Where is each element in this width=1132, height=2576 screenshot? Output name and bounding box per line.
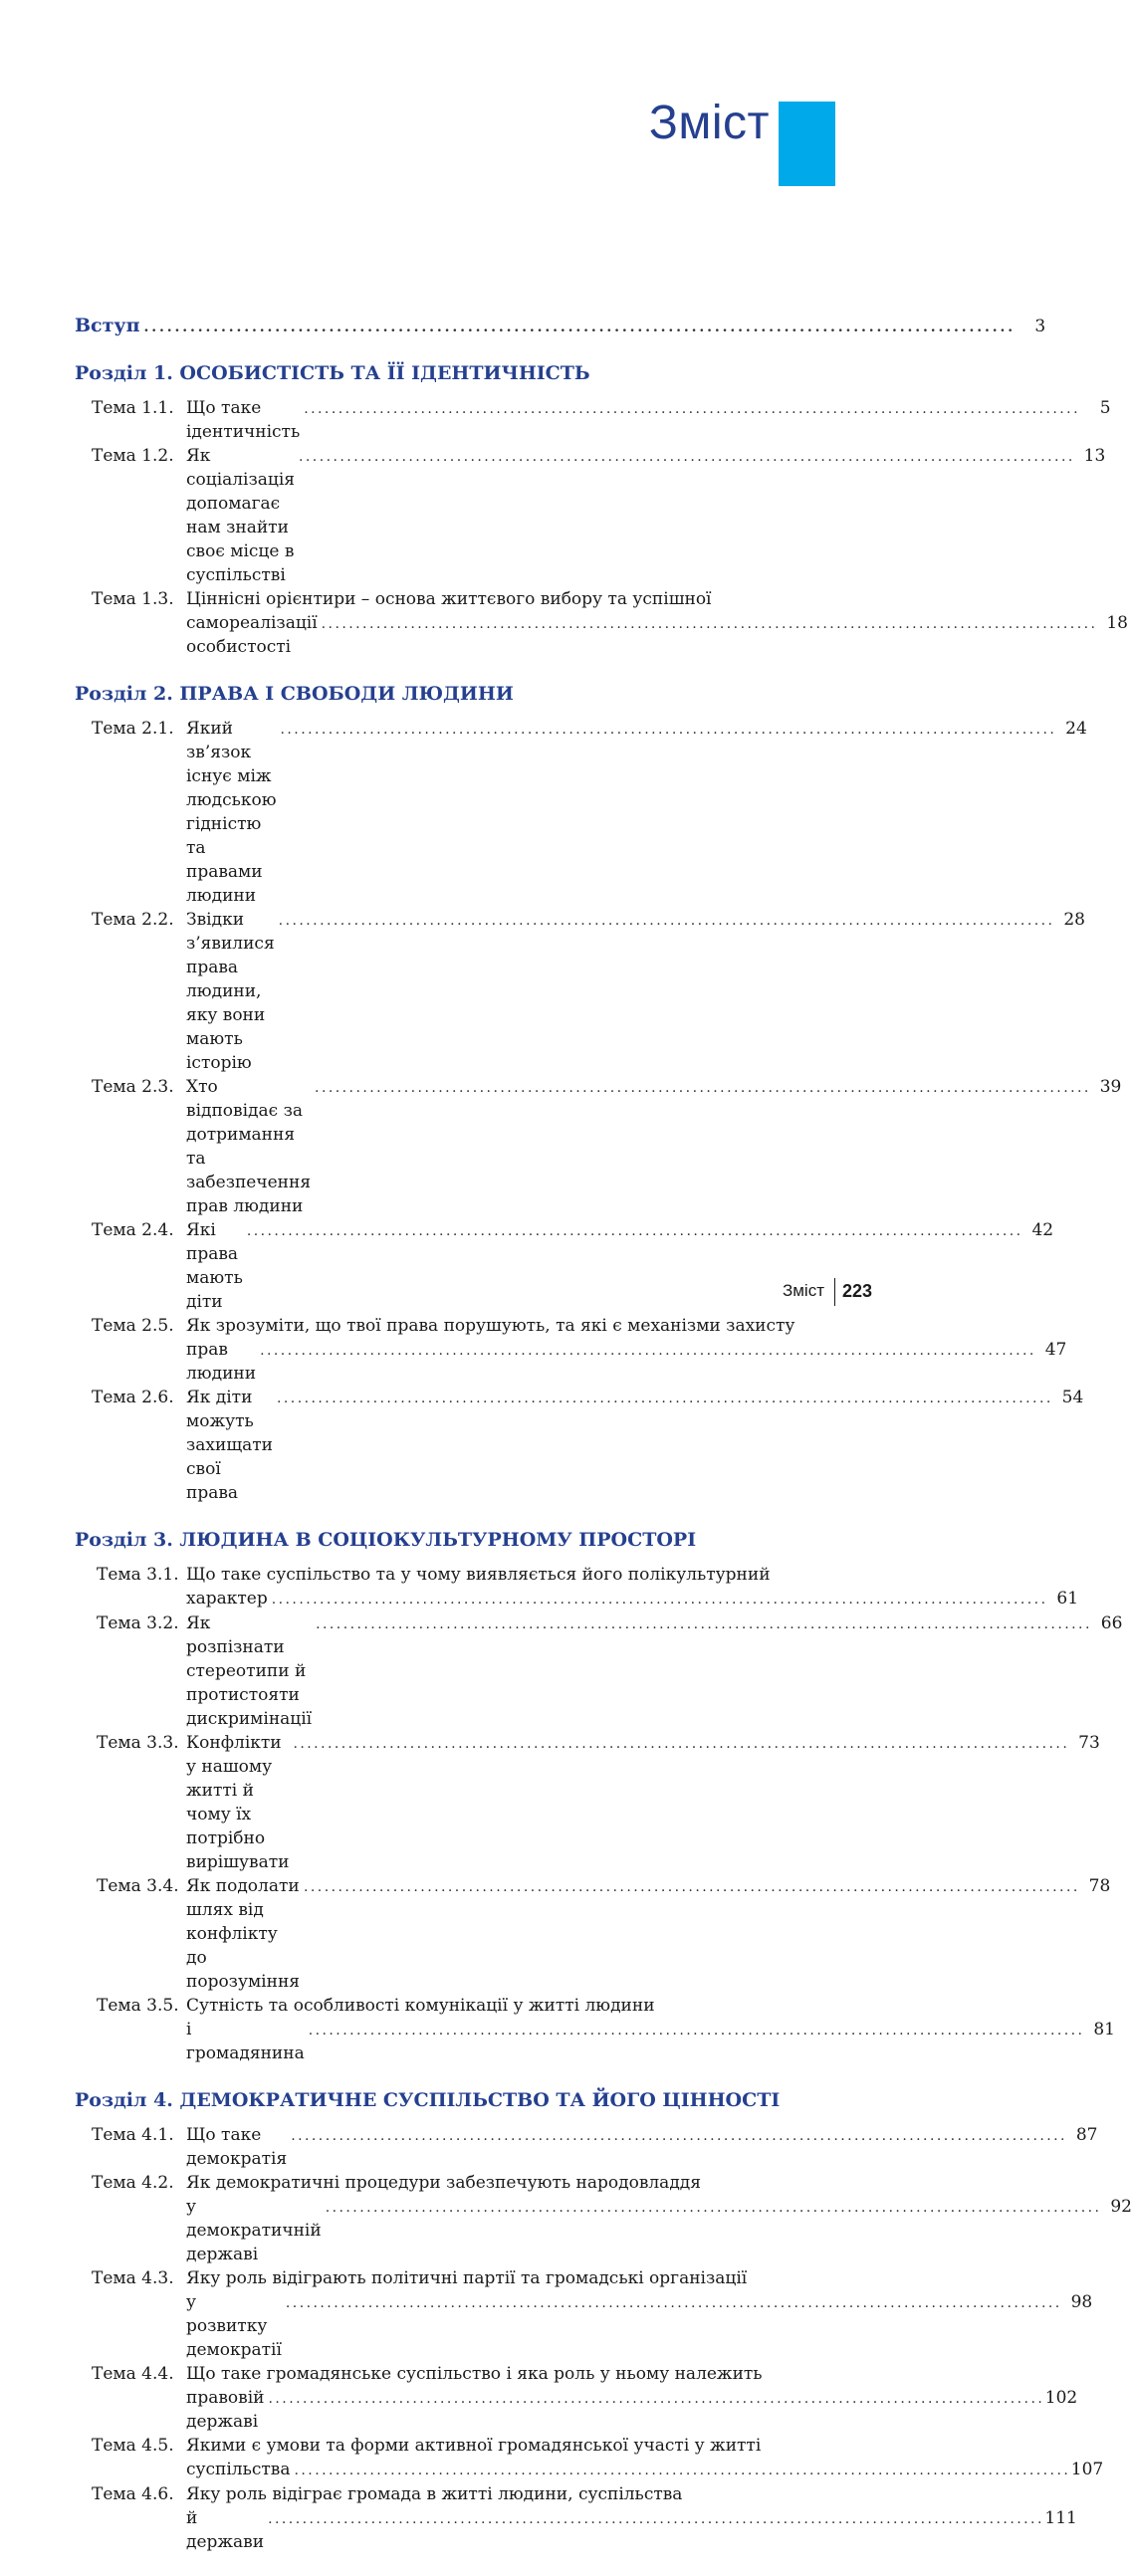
topic-title-text: правовій державі xyxy=(186,2388,265,2432)
topic-label: Тема 2.6. xyxy=(92,1388,174,1407)
topic-last-line xyxy=(186,2018,1115,2065)
topic-body xyxy=(186,908,1085,1075)
toc-entry-intro[interactable] xyxy=(75,313,1046,340)
page-number: 66 xyxy=(1100,1613,1123,1633)
dot-leader xyxy=(247,1219,1019,1243)
topic-last-line xyxy=(186,717,1087,908)
footer-label: Зміст xyxy=(782,1281,824,1300)
topic-last-line xyxy=(186,2506,1077,2554)
toc-section xyxy=(75,2087,1132,2554)
topic-title-text: Конфлікти у нашому житті й чому їх потрібно вирішувати xyxy=(186,1733,290,1872)
topic-title-text: Ціннісні орієнтири – основа життєвого вибору та успішної xyxy=(186,589,712,609)
toc-topic[interactable] xyxy=(75,1386,1084,1505)
topic-body xyxy=(186,1563,1078,1611)
dot-leader xyxy=(326,2196,1098,2220)
topic-label: Тема 3.5. xyxy=(97,1996,179,2016)
topic-body xyxy=(186,1314,1066,1386)
dot-leader xyxy=(268,2507,1040,2531)
title-accent-block xyxy=(779,102,835,186)
dot-leader xyxy=(260,1339,1032,1363)
topic-title-text: Як зрозуміти, що твої права порушують, та які є механізми захисту xyxy=(186,1316,795,1336)
topic-title-text: самореалізації особистості xyxy=(186,613,318,657)
topic-label: Тема 4.1. xyxy=(92,2125,174,2145)
dot-leader xyxy=(309,2019,1081,2042)
dot-leader xyxy=(322,612,1094,636)
toc-topic[interactable] xyxy=(75,1075,1122,1218)
dot-leader xyxy=(316,1612,1088,1636)
dot-leader xyxy=(299,445,1071,469)
topic-title-text: Звідки з’явилися права людини, яку вони мають історію xyxy=(186,910,275,1073)
section-heading[interactable]: Розділ 4. ДЕМОКРАТИЧНЕ СУСПІЛЬСТВО ТА ЙОГО ЦІННОСТІ xyxy=(75,2089,781,2111)
topic-body xyxy=(186,1218,1053,1314)
topic-title-text: Що таке демократія xyxy=(186,2125,288,2169)
topic-label: Тема 1.1. xyxy=(92,398,174,418)
toc-topic[interactable] xyxy=(75,717,1087,908)
topic-label: Тема 2.5. xyxy=(92,1316,174,1336)
topic-last-line xyxy=(186,1075,1121,1218)
dot-leader xyxy=(286,2291,1058,2315)
page-number: 5 xyxy=(1099,398,1111,418)
topic-body xyxy=(186,717,1087,908)
toc-topic[interactable] xyxy=(75,1994,1115,2065)
topic-label: Тема 3.2. xyxy=(97,1613,179,1633)
toc-topic[interactable] xyxy=(75,2123,1098,2171)
topic-last-line xyxy=(186,2195,1132,2266)
topic-title-text: Як розпізнати стереотипи й протистояти дискримінації xyxy=(186,1613,313,1729)
topic-body xyxy=(186,2362,1077,2434)
topic-title-text: суспільства xyxy=(186,2460,291,2479)
topic-body xyxy=(186,1731,1100,1874)
topic-label: Тема 1.2. xyxy=(92,446,174,466)
topic-last-line xyxy=(186,1611,1122,1731)
toc-topic[interactable] xyxy=(75,1611,1123,1731)
topic-last-line xyxy=(186,2290,1092,2362)
page-number: 87 xyxy=(1075,2125,1098,2145)
toc-topic[interactable] xyxy=(75,2434,1104,2482)
page-number: 28 xyxy=(1063,910,1085,930)
page-number: 24 xyxy=(1065,719,1087,739)
toc-topic[interactable] xyxy=(75,396,1111,444)
topic-last-line xyxy=(186,1218,1053,1314)
topic-title-text: Якими є умови та форми активної громадянської участі у житті xyxy=(186,2436,762,2456)
topic-last-line xyxy=(186,2458,1103,2482)
toc-section xyxy=(75,360,1128,659)
page-number: 39 xyxy=(1099,1077,1122,1097)
topic-title-text: Хто відповідає за дотримання та забезпечення прав людини xyxy=(186,1077,312,1216)
topic-last-line xyxy=(186,2386,1077,2434)
topic-label: Тема 4.6. xyxy=(92,2484,174,2504)
toc-topic[interactable] xyxy=(75,1731,1100,1874)
dot-leader xyxy=(304,397,1076,421)
toc-topic[interactable] xyxy=(75,2266,1093,2362)
toc-topic[interactable] xyxy=(75,1563,1079,1611)
topic-last-line xyxy=(186,396,1111,444)
topic-body xyxy=(186,1075,1121,1218)
topic-body xyxy=(186,1874,1110,1994)
topic-body xyxy=(186,2171,1132,2266)
dot-leader xyxy=(293,1732,1065,1756)
topic-title-text: Що таке громадянське суспільство і яка роль у ньому належить xyxy=(186,2364,763,2384)
topic-label: Тема 3.3. xyxy=(97,1733,179,1753)
topic-title-text: і громадянина xyxy=(186,2020,305,2063)
topic-label: Тема 2.3. xyxy=(92,1077,174,1097)
topic-body xyxy=(186,396,1111,444)
topic-label: Тема 2.1. xyxy=(92,719,174,739)
topic-title-text: характер xyxy=(186,1589,268,1609)
section-heading[interactable]: Розділ 2. ПРАВА І СВОБОДИ ЛЮДИНИ xyxy=(75,683,514,705)
topic-last-line xyxy=(186,1874,1110,1994)
page-number: 102 xyxy=(1044,2388,1078,2408)
dot-leader xyxy=(272,1588,1044,1611)
topic-title-text: й держави xyxy=(186,2508,265,2552)
topic-title-text: Які права мають діти xyxy=(186,1220,243,1312)
topic-title-text: Який зв’язок існує між людською гідністю та правами людини xyxy=(186,719,277,906)
toc-topic[interactable] xyxy=(75,1874,1111,1994)
dot-leader xyxy=(315,1076,1087,1100)
topic-label: Тема 2.2. xyxy=(92,910,174,930)
topic-last-line xyxy=(186,908,1085,1075)
topic-last-line xyxy=(186,1731,1100,1874)
toc-topic[interactable] xyxy=(75,2171,1132,2266)
topic-last-line xyxy=(186,1338,1066,1386)
topic-last-line xyxy=(186,444,1105,587)
topic-title-text: Що таке ідентичність xyxy=(186,398,301,442)
dot-leader xyxy=(304,1875,1076,1899)
topic-label: Тема 2.4. xyxy=(92,1220,174,1240)
topic-last-line xyxy=(186,611,1128,659)
topic-body xyxy=(186,1386,1083,1505)
topic-body xyxy=(186,587,1128,659)
page-number: 18 xyxy=(1106,613,1128,633)
footer-page-number: 223 xyxy=(842,1281,873,1301)
topic-last-line xyxy=(186,1587,1078,1611)
topic-title-text: Яку роль відіграє громада в житті людини, суспільства xyxy=(186,2484,683,2504)
page-number: 54 xyxy=(1061,1388,1084,1407)
page-number: 42 xyxy=(1031,1220,1054,1240)
topic-title-text: Сутність та особливості комунікації у житті людини xyxy=(186,1996,655,2016)
dot-leader xyxy=(143,315,1012,340)
topic-label: Тема 4.3. xyxy=(92,2268,174,2288)
page-number: 3 xyxy=(1034,317,1046,336)
topic-title-text: Як подолати шлях від конфлікту до порозуміння xyxy=(186,1876,301,1992)
page-number: 78 xyxy=(1088,1876,1111,1896)
topic-body xyxy=(186,2266,1092,2362)
footer-separator xyxy=(834,1278,835,1306)
topic-body xyxy=(186,2434,1103,2482)
topic-title-text: Яку роль відіграють політичні партії та громадські організації xyxy=(186,2268,748,2288)
dot-leader xyxy=(281,718,1053,742)
page-number: 111 xyxy=(1044,2508,1077,2528)
dot-leader xyxy=(279,909,1051,933)
topic-title-text: у демократичній державі xyxy=(186,2197,322,2264)
dot-leader xyxy=(291,2124,1063,2148)
topic-title-text: Що таке суспільство та у чому виявляється його полікультурний xyxy=(186,1565,771,1585)
page-number: 107 xyxy=(1070,2460,1104,2479)
topic-label: Тема 4.2. xyxy=(92,2173,174,2193)
toc-section xyxy=(75,1527,1123,2065)
page-number: 81 xyxy=(1093,2020,1115,2039)
section-heading[interactable]: Розділ 1. ОСОБИСТІСТЬ ТА ЇЇ ІДЕНТИЧНІСТЬ xyxy=(75,362,590,384)
dot-leader xyxy=(277,1387,1049,1410)
topic-title-text: у розвитку демократії xyxy=(186,2292,282,2360)
topic-body xyxy=(186,2482,1077,2554)
toc-topic[interactable] xyxy=(75,908,1085,1075)
topic-title-text: Як діти можуть захищати свої права xyxy=(186,1388,274,1503)
intro-title: Вступ xyxy=(75,315,140,336)
topic-label: Тема 4.4. xyxy=(92,2364,174,2384)
toc-topic[interactable] xyxy=(75,444,1106,587)
topic-title-text: прав людини xyxy=(186,1340,257,1384)
dot-leader xyxy=(269,2387,1041,2411)
page-number: 92 xyxy=(1110,2197,1132,2217)
topic-body xyxy=(186,1611,1122,1731)
section-heading[interactable]: Розділ 3. ЛЮДИНА В СОЦІОКУЛЬТУРНОМУ ПРОСТОРІ xyxy=(75,1529,697,1551)
page-number: 47 xyxy=(1044,1340,1067,1360)
topic-last-line xyxy=(186,1386,1083,1505)
toc-topic[interactable] xyxy=(75,1314,1067,1386)
toc-topic[interactable] xyxy=(75,2362,1078,2434)
page-title: Зміст xyxy=(648,97,770,149)
topic-body xyxy=(186,2123,1098,2171)
toc-topic[interactable] xyxy=(75,587,1128,659)
topic-label: Тема 3.4. xyxy=(97,1876,179,1896)
page-number: 61 xyxy=(1056,1589,1079,1609)
topic-label: Тема 4.5. xyxy=(92,2436,174,2456)
topic-label: Тема 3.1. xyxy=(97,1565,179,1585)
topic-body xyxy=(186,1994,1115,2065)
topic-body xyxy=(186,444,1105,587)
page-number: 73 xyxy=(1078,1733,1100,1753)
page-number: 98 xyxy=(1070,2292,1093,2312)
page-number: 13 xyxy=(1083,446,1106,466)
topic-last-line xyxy=(186,2123,1098,2171)
topic-title-text: Як соціалізація допомагає нам знайти своє місце в суспільстві xyxy=(186,446,295,585)
dot-leader xyxy=(295,2459,1067,2482)
toc-topic[interactable] xyxy=(75,2482,1077,2554)
topic-label: Тема 1.3. xyxy=(92,589,174,609)
topic-title-text: Як демократичні процедури забезпечують народовладдя xyxy=(186,2173,701,2193)
